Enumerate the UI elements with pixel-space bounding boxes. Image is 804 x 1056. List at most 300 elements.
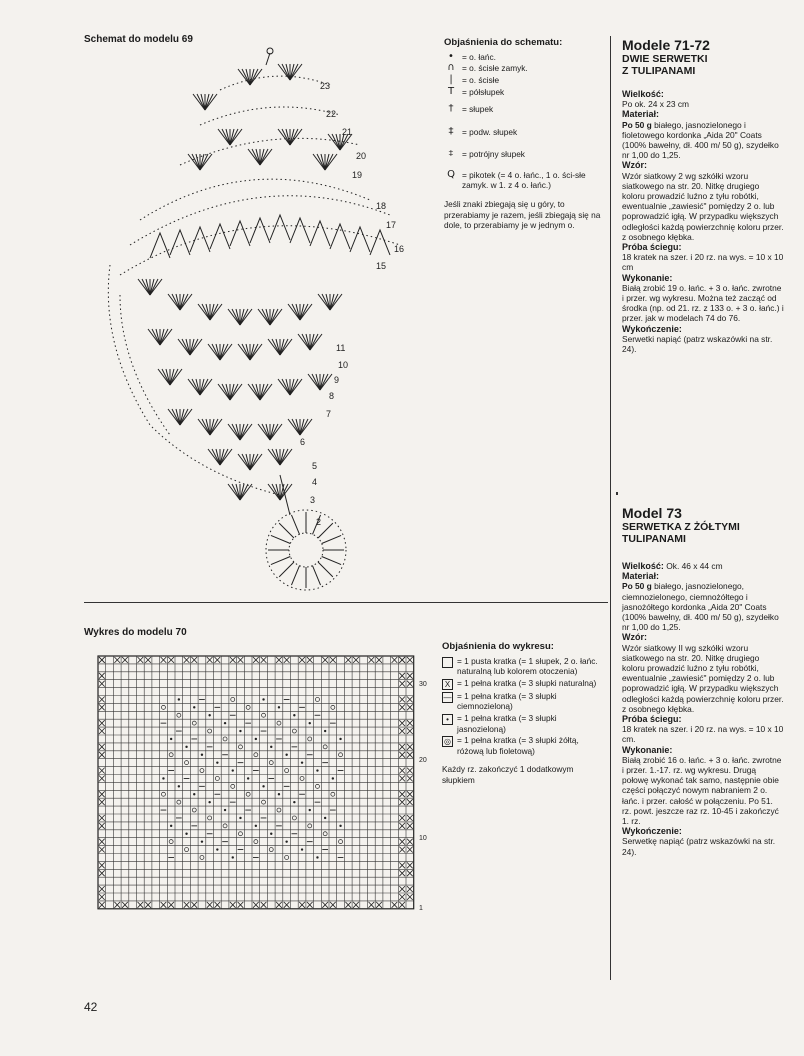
vertical-divider <box>610 36 611 980</box>
grid-cell-mark <box>161 705 165 709</box>
row-number: 19 <box>352 170 363 180</box>
grid-cell-mark <box>331 705 335 709</box>
pattern-text: Wzór siatkowy 2 wg szkółki wzoru siatkowego na str. 20. Nitkę drugiego koloru prowadzić luźno z tyłu robótki, ewentualnie „zawiesić" pomiędzy 2 o. lub poprowadzić igłą. W przypadku większych odległości każdą powierzchnię koloru przer. z osobnego kłębka. <box>622 170 784 242</box>
grid-cell-mark <box>99 681 105 687</box>
diagram-stitch <box>210 224 230 249</box>
grid-cell-mark <box>269 761 273 765</box>
grid-cell-mark <box>293 801 295 803</box>
grid-cell-mark <box>162 777 164 779</box>
legend-text: = 1 pełna kratka (= 3 słupki naturalną) <box>457 677 597 688</box>
grid-cell-mark <box>168 902 174 908</box>
finish-text: Serwetkę napiąć (patrz wskazówki na str. 24). <box>622 836 776 857</box>
diagram-stitch <box>232 484 240 500</box>
row-number: 17 <box>386 220 397 230</box>
grid-cell-mark <box>407 704 413 710</box>
diagram-stitch <box>318 562 333 577</box>
legend-text: = o. ścisłe zamyk. <box>462 63 528 74</box>
grid-cell-mark <box>114 902 120 908</box>
row-number: 21 <box>342 127 353 137</box>
grid-cell-mark <box>122 657 128 663</box>
grid-cell-mark <box>399 697 405 703</box>
grid-cell-mark <box>255 825 257 827</box>
diagram-stitch <box>291 515 299 534</box>
row-number: 18 <box>376 201 387 211</box>
slip-stitch-symbol: ∩ <box>447 62 455 74</box>
diagram-stitch <box>197 94 205 110</box>
legend-text: = 1 pełna kratka (= 3 słupki żółtą, różową lub fioletową) <box>457 735 579 756</box>
legend-text: = słupek <box>462 103 494 114</box>
grid-cell-mark <box>262 785 264 787</box>
row-number: 11 <box>336 343 346 353</box>
model-title: Model 73 <box>622 505 682 521</box>
diagram-stitch <box>212 344 220 360</box>
pattern-label: Wzór: <box>622 632 647 643</box>
grid-cell-mark <box>322 902 328 908</box>
grid-cell-mark <box>323 745 327 749</box>
grid-cell-mark <box>284 657 290 663</box>
grid-cell-mark <box>238 832 242 836</box>
grid-cell-mark <box>262 713 266 717</box>
finish-label: Wykończenie: <box>622 323 682 334</box>
diagram-stitch <box>162 369 170 385</box>
diagram-stitch <box>271 535 290 543</box>
model-subtitle: DWIE SERWETKI <box>622 53 708 65</box>
grid-cell-mark <box>301 761 303 763</box>
grid-cell-mark <box>99 673 105 679</box>
grid-cell-mark <box>407 870 413 876</box>
legend-item <box>444 63 604 74</box>
grid-cell-mark <box>293 714 295 716</box>
grid-cell-mark <box>307 657 313 663</box>
separator-mark <box>616 492 618 495</box>
diagram-stitch <box>291 566 299 585</box>
grid-cell-mark <box>339 738 341 740</box>
sample-label: Próba ściegu: <box>622 714 682 725</box>
legend-item <box>442 735 604 756</box>
diagram-stitch <box>292 304 300 320</box>
model-73-section <box>622 506 784 857</box>
grid-cell-mark <box>300 776 304 780</box>
legend-item <box>442 656 604 677</box>
grid-cell-mark <box>331 792 335 796</box>
row-number: 9 <box>334 375 340 385</box>
grid-cell-mark <box>307 902 313 908</box>
row-number: 7 <box>326 409 332 419</box>
grid-cell-mark <box>232 769 234 771</box>
grid-cell-mark <box>376 657 382 663</box>
grid-cell-mark <box>191 902 197 908</box>
row-number: 15 <box>376 261 387 271</box>
diagram-stitch <box>192 379 200 395</box>
grid-cell-mark <box>99 728 105 734</box>
grid-cell-mark <box>231 784 235 788</box>
grid-cell-mark <box>208 816 212 820</box>
grid-cell-mark <box>138 902 144 908</box>
grid-cell-mark <box>161 902 167 908</box>
grid-cell-mark <box>138 657 144 663</box>
diagram-stitch <box>222 384 230 400</box>
model-subtitle: SERWETKA Z ŻÓŁTYMI <box>622 521 740 533</box>
grid-cell-mark <box>285 840 287 842</box>
grid-cell-mark <box>330 657 336 663</box>
legend-text: = 1 pełna kratka (= 3 słupki ciemnozieloną) <box>457 690 557 712</box>
legend-item <box>442 691 604 712</box>
grid-cell-mark <box>345 902 351 908</box>
grid-cell-mark <box>239 817 241 819</box>
legend-item <box>444 127 604 138</box>
diagram-stitch <box>270 215 290 240</box>
grid-cell-mark <box>399 847 405 853</box>
grid-cell-mark <box>399 744 405 750</box>
grid-cell-mark <box>309 809 311 811</box>
grid-cell-mark <box>407 697 413 703</box>
grid-cell-mark <box>316 769 318 771</box>
grid-cell-mark <box>369 902 375 908</box>
finish-label: Wykończenie: <box>622 826 682 837</box>
grid-cell-mark <box>215 776 219 780</box>
grid-cell-mark <box>193 706 195 708</box>
grid-cell-mark <box>99 752 105 758</box>
half-double-symbol: T <box>447 86 455 98</box>
size-value: Po ok. 24 x 23 cm <box>622 99 690 110</box>
grid-cell-mark <box>99 862 105 868</box>
grid-cell-mark <box>231 697 235 701</box>
grid-cell-mark <box>99 657 105 663</box>
diagram-stitch <box>182 339 190 355</box>
pattern-label: Wzór: <box>622 160 647 171</box>
grid-cell-mark <box>399 862 405 868</box>
grid-cell-mark <box>99 768 105 774</box>
grid-row-number: 10 <box>419 835 427 842</box>
grid-cell-mark <box>399 657 405 663</box>
grid-cell-mark <box>407 752 413 758</box>
grid-cell-mark <box>216 848 218 850</box>
dash-box-symbol: — <box>443 692 452 702</box>
diagram-stitch <box>302 334 310 350</box>
diagram-stitch <box>322 294 330 310</box>
diagram-stitch <box>310 221 330 246</box>
sample-label: Próba ściegu: <box>622 242 682 253</box>
grid-cell-mark <box>99 799 105 805</box>
row-number: 3 <box>310 495 316 505</box>
diagram-stitch <box>282 379 290 395</box>
treble-symbol: ‡ <box>448 125 454 137</box>
legend-text: = o. ścisłe <box>462 74 500 85</box>
size-line <box>622 561 784 571</box>
grid-cell-mark <box>399 870 405 876</box>
grid-cell-mark <box>254 753 258 757</box>
grid-cell-mark <box>292 729 296 733</box>
schema-legend <box>444 38 604 231</box>
grid-cell-mark <box>223 824 227 828</box>
diagram-stitch <box>142 279 150 295</box>
legend-item <box>444 87 604 98</box>
grid-cell-mark <box>407 681 413 687</box>
center-ring-inner <box>289 533 323 567</box>
chart-title: Wykres do modelu 70 <box>84 627 187 638</box>
legend-text: = 1 pusta kratka (= 1 słupek, 2 o. łańc. naturalną lub kolorem otoczenia) <box>457 655 598 677</box>
grid-cell-mark <box>292 816 296 820</box>
picot-symbol: Q <box>447 168 455 180</box>
grid-cell-mark <box>316 856 318 858</box>
grid-cell-mark <box>407 815 413 821</box>
grid-cell-mark <box>308 824 312 828</box>
grid-cell-mark <box>399 752 405 758</box>
grid-cell-mark <box>399 776 405 782</box>
model-71-72-section <box>622 38 784 354</box>
grid-cell-mark <box>253 902 259 908</box>
grid-cell-mark <box>246 792 250 796</box>
grid-cell-mark <box>399 704 405 710</box>
grid-cell-mark <box>262 698 264 700</box>
diagram-stitch <box>202 419 210 435</box>
diagram-stitch <box>202 304 210 320</box>
grid-cell-mark <box>376 902 382 908</box>
grid-cell-mark <box>168 657 174 663</box>
grid-cell-mark <box>246 705 250 709</box>
grid-cell-mark <box>270 833 272 835</box>
model-subtitle: TULIPANAMI <box>622 533 686 545</box>
grid-cell-mark <box>201 840 203 842</box>
grid-cell-mark <box>332 777 334 779</box>
grid-cell-mark <box>299 902 305 908</box>
grid-row-number: 30 <box>419 681 427 688</box>
row-number: 20 <box>356 151 367 161</box>
grid-cell-mark <box>407 823 413 829</box>
diagram-stitch <box>252 384 260 400</box>
material-bold: Po 50 g <box>622 119 652 130</box>
diagram-stitch <box>230 221 250 246</box>
chart-legend-title: Objaśnienia do wykresu: <box>442 641 554 652</box>
grid-cell-mark <box>399 799 405 805</box>
grid-cell-mark <box>399 720 405 726</box>
grid-cell-mark <box>200 769 204 773</box>
sample-text: 18 kratek na szer. i 20 rz. na wys. = 10 x 10 cm <box>622 252 784 273</box>
diagram-stitch <box>272 449 280 465</box>
grid-cell-mark <box>99 847 105 853</box>
grid-cell-mark <box>345 657 351 663</box>
execution-text: Białą zrobić 19 o. łańc. + 3 o. łańc. zwrotne i przer. wg wykresu. Można też zacząć od środka (np. od 21. rz. z 133 o. + 3 o. łańc.) i przer. jak w modelach 74 do 76. <box>622 282 784 324</box>
grid-cell-mark <box>99 870 105 876</box>
grid-cell-mark <box>255 738 257 740</box>
diagram-stitch <box>279 562 294 577</box>
grid-cell-mark <box>99 902 105 908</box>
diagram-stitch <box>172 409 180 425</box>
grid-cell-mark <box>315 784 319 788</box>
grid-cell-mark <box>285 754 287 756</box>
grid-cell-mark <box>339 825 341 827</box>
grid-cell-mark <box>192 808 196 812</box>
grid-cell-mark <box>185 833 187 835</box>
legend-item <box>442 713 604 734</box>
grid-cell-mark <box>238 657 244 663</box>
execution-text: Białą zrobić 16 o. łańc. + 3 o. łańc. zwrotne i przer. 1.-17. rz. wg wykresu. Drugą połowę wykonać tak samo, następnie obie części połączyć nowym nabraniem 2 o. łańc. i przer. całość w połączeniu. Po 51. rz. powt. jeszcze raz rz. 10-45 i zakończyć 1. rz. <box>622 754 782 827</box>
grid-cell-mark <box>407 847 413 853</box>
grid-cell-mark <box>399 673 405 679</box>
grid-cell-mark <box>407 799 413 805</box>
grid-cell-mark <box>285 855 289 859</box>
grid-cell-mark <box>122 902 128 908</box>
material-label: Materiał: <box>622 109 660 120</box>
chart-note: Każdy rz. zakończyć 1 dodatkowym słupkiem <box>442 764 574 785</box>
grid-cell-mark <box>299 657 305 663</box>
grid-cell-mark <box>215 657 221 663</box>
diagram-stitch <box>290 218 310 243</box>
grid-cell-mark <box>99 823 105 829</box>
grid-cell-mark <box>185 746 187 748</box>
material-text <box>622 581 784 632</box>
grid-cell-mark <box>232 856 234 858</box>
diagram-stitch <box>242 344 250 360</box>
grid-cell-mark <box>184 902 190 908</box>
row-number: 4 <box>312 477 318 487</box>
grid-cell-mark <box>278 793 280 795</box>
grid-cell-mark <box>399 768 405 774</box>
grid-cell-mark <box>185 761 189 765</box>
diagram-stitch <box>272 339 280 355</box>
dot-box-symbol: • <box>442 714 453 725</box>
grid-cell-mark <box>339 840 343 844</box>
grid-cell-mark <box>269 848 273 852</box>
diagram-stitch <box>150 233 170 258</box>
material-label: Materiał: <box>622 571 660 582</box>
grid-cell-mark <box>407 791 413 797</box>
diagram-stitch <box>172 294 180 310</box>
legend-item <box>444 170 604 191</box>
grid-cell-mark <box>208 729 212 733</box>
grid-cell-mark <box>353 657 359 663</box>
diagram-stitch <box>252 149 260 165</box>
diagram-stitch <box>271 557 290 565</box>
diagram-stitch <box>232 424 240 440</box>
grid-cell-mark <box>399 839 405 845</box>
legend-text: = półsłupek <box>462 87 505 98</box>
grid-cell-mark <box>399 823 405 829</box>
grid-cell-mark <box>145 657 151 663</box>
grid-cell-mark <box>193 793 195 795</box>
grid-cell-mark <box>185 848 189 852</box>
legend-item <box>444 75 604 86</box>
finish-text: Serwetki napiąć (patrz wskazówki na str. 24). <box>622 333 773 355</box>
crochet-diagram <box>90 45 435 605</box>
grid-cell-mark <box>238 902 244 908</box>
grid-cell-mark <box>169 753 173 757</box>
grid-cell-mark <box>407 673 413 679</box>
grid-cell-mark <box>99 776 105 782</box>
legend-item <box>444 52 604 63</box>
row-number: 5 <box>312 461 318 471</box>
diagram-stitch <box>272 484 280 500</box>
grid-cell-mark <box>324 730 326 732</box>
grid-cell-mark <box>330 902 336 908</box>
grid-cell-mark <box>99 744 105 750</box>
grid-cell-mark <box>178 698 180 700</box>
sample-text: 18 kratek na szer. i 20 rz. na wys. = 10 x 10 cm. <box>622 724 784 745</box>
page-number: 42 <box>84 1000 98 1014</box>
material-value: białego, jasnozielonego i fioletowego kordonka „Aida 20" Coats (100% bawełny, dł. 400 m/ 50 g), szydełko nr 1,00 do 1,25. <box>622 119 779 161</box>
grid-cell-mark <box>170 825 172 827</box>
diagram-stitch <box>330 224 350 249</box>
diagram-stitch <box>322 557 341 565</box>
grid-cell-mark <box>99 894 105 900</box>
grid-cell-mark <box>207 902 213 908</box>
grid-cell-mark <box>369 657 375 663</box>
legend-item <box>444 104 604 115</box>
grid-cell-mark <box>261 902 267 908</box>
grid-cell-mark <box>208 714 210 716</box>
legend-text: = podw. słupek <box>462 126 518 137</box>
grid-cell-mark <box>99 791 105 797</box>
grid-cell-mark <box>323 832 327 836</box>
grid-cell-mark <box>161 657 167 663</box>
grid-cell-mark <box>339 753 343 757</box>
grid-cell-mark <box>407 720 413 726</box>
grid-cell-mark <box>201 754 203 756</box>
grid-cell-mark <box>247 777 249 779</box>
grid-cell-mark <box>322 657 328 663</box>
diagram-stitch <box>292 419 300 435</box>
grid-cell-mark <box>407 728 413 734</box>
grid-cell-mark <box>177 800 181 804</box>
grid-cell-mark <box>99 839 105 845</box>
grid-row-number: 1 <box>419 905 423 912</box>
diagram-stitch <box>192 154 200 170</box>
model-title: Modele 71-72 <box>622 37 710 53</box>
legend-item <box>444 149 604 160</box>
grid-cell-mark <box>308 737 312 741</box>
grid-cell-mark <box>114 657 120 663</box>
diagram-stitch <box>282 64 290 80</box>
grid-cell-mark <box>399 791 405 797</box>
grid-cell-mark <box>169 840 173 844</box>
grid-cell-mark <box>216 761 218 763</box>
grid-cell-mark <box>230 902 236 908</box>
row-number: 22 <box>326 109 337 119</box>
grid-cell-mark <box>301 848 303 850</box>
grid-cell-mark <box>208 801 210 803</box>
grid-cell-mark <box>230 657 236 663</box>
triple-treble-symbol: ⧧ <box>448 148 454 160</box>
diagram-stitch <box>312 374 320 390</box>
size-label: Wielkość: <box>622 89 664 99</box>
grid-cell-mark <box>399 728 405 734</box>
diagram-stitch <box>350 227 370 252</box>
grid-cell-mark <box>191 657 197 663</box>
filet-chart <box>84 654 434 916</box>
schema-title: Schemat do modelu 69 <box>84 34 193 45</box>
grid-cell-mark <box>253 657 259 663</box>
row-number: 6 <box>300 437 306 447</box>
grid-cell-mark <box>407 839 413 845</box>
diagram-stitch <box>190 227 210 252</box>
grid-cell-mark <box>239 730 241 732</box>
grid-cell-mark <box>262 800 266 804</box>
diagram-stitch <box>279 523 294 538</box>
legend-item <box>442 678 604 690</box>
grid-cell-mark <box>276 902 282 908</box>
grid-cell-mark <box>99 720 105 726</box>
diagram-stitch <box>170 230 190 255</box>
grid-cell-mark <box>399 681 405 687</box>
grid-cell-mark <box>324 817 326 819</box>
diagram-stitch <box>332 134 340 150</box>
diagram-stitch <box>370 230 390 255</box>
diagram-stitch <box>212 449 220 465</box>
grid-cell-mark <box>200 855 204 859</box>
schema-legend-title: Objaśnienia do schematu: <box>444 37 563 48</box>
grid-cell-mark <box>407 894 413 900</box>
grid-cell-mark <box>407 886 413 892</box>
